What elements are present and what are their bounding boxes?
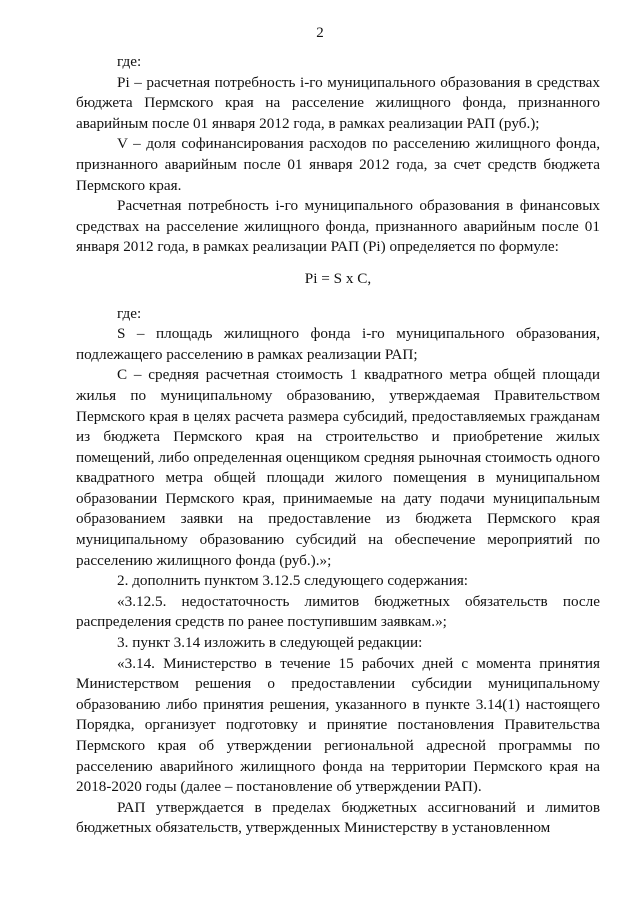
paragraph-pi-intro: Расчетная потребность i-го муниципального образования в финансовых средствах на расселение жилищного фонда, признанного аварийным после 01 января 2012 года, в рамках реализации РАП (Pi) определяется по формуле: bbox=[76, 197, 600, 256]
paragraph-where-1: где: bbox=[117, 53, 142, 70]
page-number: 2 bbox=[316, 25, 324, 41]
paragraph-v-definition: V – доля софинансирования расходов по расселению жилищного фонда, признанного аварийным после 01 января 2012 года, за счет средств бюджета Пермского края. bbox=[76, 135, 600, 194]
paragraph-s-definition: S – площадь жилищного фонда i-го муниципального образования, подлежащего расселению в рамках реализации РАП; bbox=[76, 325, 600, 363]
formula: Pi = S x C, bbox=[304, 269, 372, 287]
document-body bbox=[76, 52, 600, 839]
paragraph-where-2: где: bbox=[117, 304, 142, 322]
paragraph-item-3-quote: «3.14. Министерство в течение 15 рабочих дней с момента принятия Министерством решения о предоставлении субсидии муниципальному образованию либо принятия решения, указанного в пункте 3.14(1) настоящего Порядка, организует подготовку и принятие постановления Правительства Пермского края об утверждении региональной адресной программы по расселению аварийного жилищного фонда на территории Пермского края на 2018-2020 годы (далее – постановление об утверждении РАП). bbox=[76, 654, 600, 796]
paragraph-c-definition: C – средняя расчетная стоимость 1 квадратного метра общей площади жилья по муниципальному образованию, утверждаемая Правительством Пермского края в целях расчета размера субсидий, предоставляемых гражданам из бюджета Пермского края на строительство и приобретение жилых помещений, либо определенная оценщиком средняя рыночная стоимость одного квадратного метра общей площади жилого помещения в муниципальном образовании Пермского края, принимаемые на дату подачи муниципальным образованием заявки на предоставление из бюджета Пермского края муниципальному образованию субсидий на обеспечение мероприятий по расселению жилищного фонда (руб.).»; bbox=[76, 366, 600, 569]
paragraph-pi-definition: Pi – расчетная потребность i-го муниципального образования в средствах бюджета Пермского края на расселение жилищного фонда, признанного аварийным после 01 января 2012 года, в рамках реализации РАП (руб.); bbox=[76, 73, 600, 132]
paragraph-item-2-quote: «3.12.5. недостаточность лимитов бюджетных обязательств после распределения средств по ранее поступившим заявкам.»; bbox=[76, 592, 600, 631]
paragraph-item-2: 2. дополнить пунктом 3.12.5 следующего содержания: bbox=[117, 572, 469, 590]
paragraph-item-3: 3. пункт 3.14 изложить в следующей редакции: bbox=[117, 634, 423, 652]
paragraph-rap-approval: РАП утверждается в пределах бюджетных ассигнований и лимитов бюджетных обязательств, утвержденных Министерству в установленном bbox=[76, 798, 600, 837]
